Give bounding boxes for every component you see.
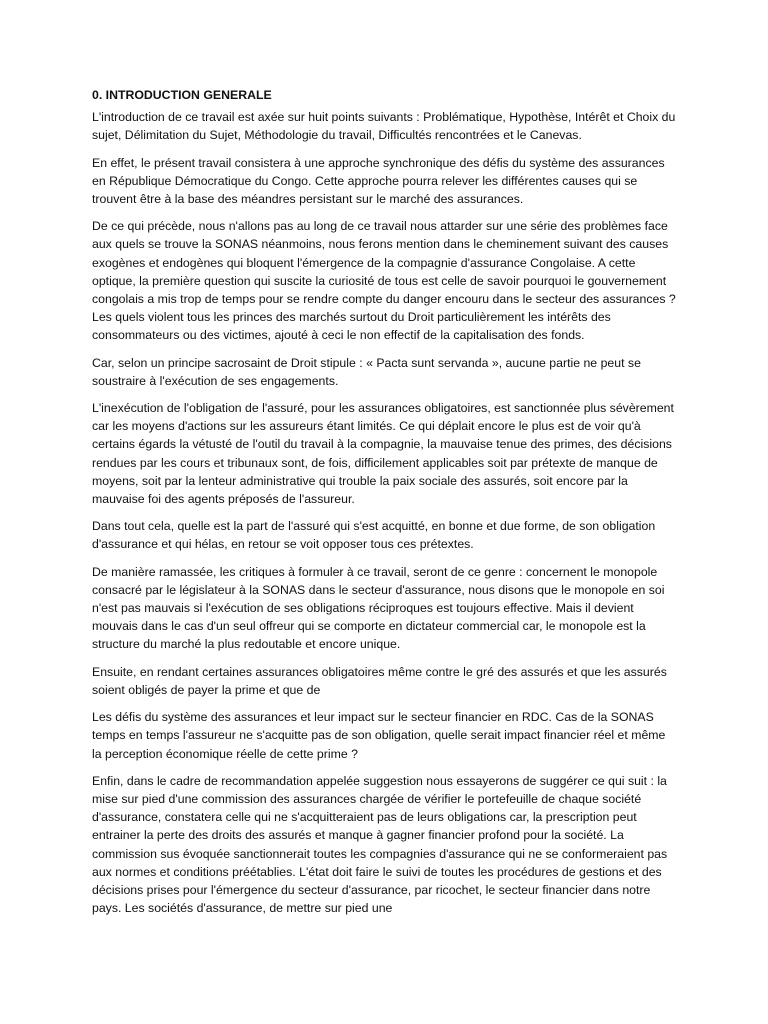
paragraph-insured-part: Dans tout cela, quelle est la part de l'assuré qui s'est acquitté, en bonne et due forme, de son obligation d'assurance et qui hélas, en retour se voit opposer tous ces prétextes. [92,519,656,552]
paragraph-challenges-rdc: Les défis du système des assurances et leur impact sur le secteur financier en RDC. Cas de la SONAS temps en temps l'assureur ne s'acquitte pas de son obligation, quelle serait impact financier réel et même la perception économique réelle de cette prime ? [92,710,666,761]
paragraph-pacta-sunt-servanda: Car, selon un principe sacrosaint de Droit stipule : « Pacta sunt servanda », aucune partie ne peut se soustraire à l'exécution de ses engagements. [92,355,641,388]
document-page [92,86,678,926]
paragraph-recommendations: Enfin, dans le cadre de recommandation appelée suggestion nous essayerons de suggérer ce qui suit : la mise sur pied d'une commission des assurances chargée de vérifier le portefeuille de chaque société d'assurance, constatera celle qui ne s'acquitteraient pas de leurs obligations car, la prescription peut entrainer la perte des droits des assurés et manque à gagner financier profond pour la société. La commission sus évoquée sanctionnerait toutes les compagnies d'assurance qui ne se conformeraient pas aux normes et conditions préétablies. L'état doit faire le suivi de toutes les procédures de gestions et des décisions prises pour l'émergence du secteur d'assurance, par ricochet, le secteur financier dans notre pays. Les sociétés d'assurance, de mettre sur pied une [92,773,668,916]
paragraph-intro-points: L'introduction de ce travail est axée sur huit points suivants : Problématique, Hypothèse, Intérêt et Choix du sujet, Délimitation du Sujet, Méthodologie du travail, Difficultés rencontrées et le Canevas. [92,110,676,143]
section-heading: 0. INTRODUCTION GENERALE [92,88,272,102]
paragraph-causes: De ce qui précède, nous n'allons pas au long de ce travail nous attarder sur une série des problèmes face aux quels se trouve la SONAS néanmoins, nous ferons mention dans le cheminement suivant des causes exogènes et endogènes qui bloquent l'émergence de la compagnie d'assurance Congolaise. A cette optique, la première question qui suscite la curiosité de tous est celle de savoir pourquoi le gouvernement congolais a mis trop de temps pour se rendre compte du danger encouru dans le secteur des assurances ? Les quels violent tous les princes des marchés surtout du Droit particulièrement les intérêts des consommateurs ou des victimes, ajouté à ceci le non effectif de la capitalisation des fonds. [92,219,676,343]
paragraph-monopoly-critique: De manière ramassée, les critiques à formuler à ce travail, seront de ce genre : concernent le monopole consacré par le législateur à la SONAS dans le secteur d'assurance, nous disons que le monopole en soi n'est pas mauvais si l'exécution de ses obligations réciproques est toujours effective. Mais il devient mouvais dans le cas d'un seul offreur qui se comporte en dictateur commercial car, le monopole est la structure du marché la plus redoutable et encore unique. [92,564,665,652]
paragraph-inexecution: L'inexécution de l'obligation de l'assuré, pour les assurances obligatoires, est sanctionnée plus sévèrement car les moyens d'actions sur les assureurs étant limités. Ce qui déplait encore le plus est de voir qu'à certains égards la vétusté de l'outil du travail à la compagnie, la mauvaise tenue des primes, des décisions rendues par les cours et tribunaux sont, de fois, difficilement applicables soit par prétexte de manque de moyens, soit par la lenteur administrative qui trouble la paix sociale des assurés, soit encore par la mauvaise foi des agents préposés de l'assureur. [92,401,674,507]
paragraph-mandatory-insurance: Ensuite, en rendant certaines assurances obligatoires même contre le gré des assurés et que les assurés soient obligés de payer la prime et que de [92,664,667,697]
paragraph-synchronic-approach: En effet, le présent travail consistera à une approche synchronique des défis du système des assurances en République Démocratique du Congo. Cette approche pourra relever les différentes causes qui se trouvent être à la base des méandres persistant sur le marché des assurances. [92,155,665,207]
